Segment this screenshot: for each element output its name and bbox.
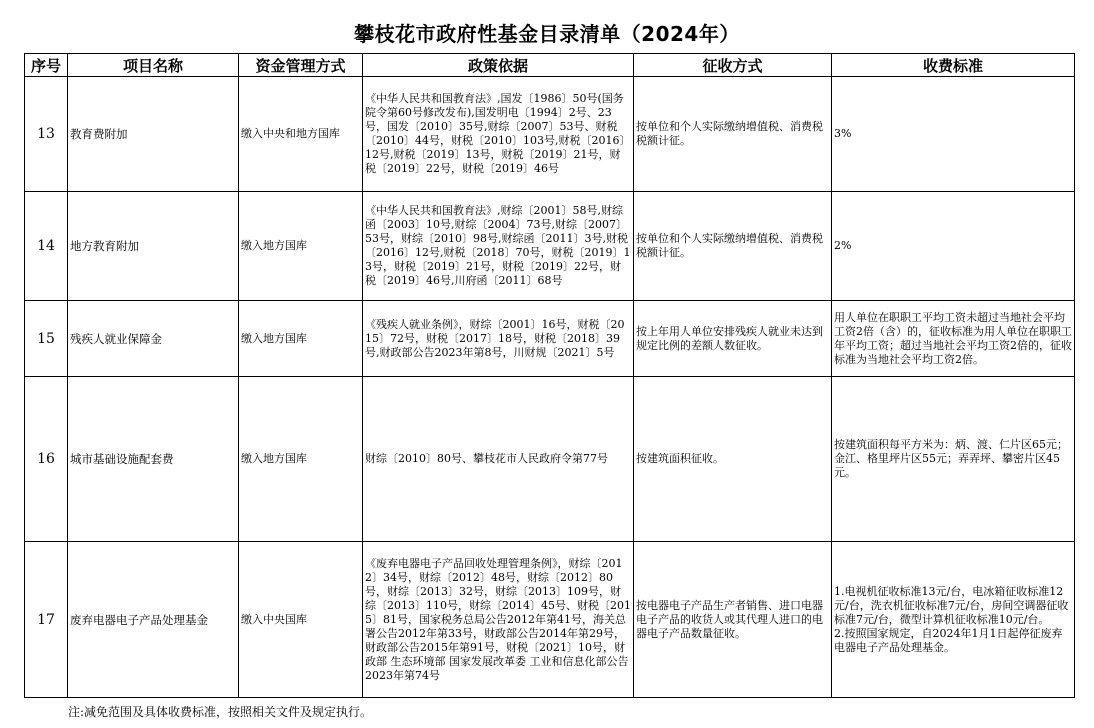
row-standard: 2% <box>832 192 1075 301</box>
row-project-name: 地方教育附加 <box>68 192 239 301</box>
header-policy: 政策依据 <box>363 54 634 77</box>
table-row <box>25 301 1075 377</box>
row-standard: 按建筑面积每平方米为：炳、渡、仁片区65元；金江、格里坪片区55元；弄弄坪、攀密片区45元。 <box>832 377 1075 542</box>
row-policy: 《中华人民共和国教育法》,国发〔1986〕50号(国务院令第60号修改发布),国发明电〔1994〕2号、23号，国发〔2010〕35号,财综〔2007〕53号、财税〔2010〕44号，财税〔2010〕103号,财税〔2016〕12号,财税〔2019〕13号，财税〔2019〕21号，财税〔2019〕22号，财税〔2019〕46号 <box>363 77 634 192</box>
table-row <box>25 192 1075 301</box>
row-policy: 财综〔2010〕80号、攀枝花市人民政府令第77号 <box>363 377 634 542</box>
row-method: 按建筑面积征收。 <box>634 377 832 542</box>
row-project-name: 城市基础设施配套费 <box>68 377 239 542</box>
table-row <box>25 542 1075 698</box>
row-management: 缴入地方国库 <box>239 301 363 377</box>
row-seq: 16 <box>25 377 68 542</box>
row-seq: 14 <box>25 192 68 301</box>
row-method: 按单位和个人实际缴纳增值税、消费税税额计征。 <box>634 77 832 192</box>
row-project-name: 教育费附加 <box>68 77 239 192</box>
row-method: 按单位和个人实际缴纳增值税、消费税税额计征。 <box>634 192 832 301</box>
row-policy: 《中华人民共和国教育法》,财综〔2001〕58号,财综函〔2003〕10号,财综〔2004〕73号,财综〔2007〕53号，财综〔2010〕98号,财综函〔2011〕3号,财税〔2016〕12号,财税〔2018〕70号，财税〔2019〕13号，财税〔2019〕21号，财税〔2019〕22号，财税〔2019〕46号,川府函〔2011〕68号 <box>363 192 634 301</box>
header-method: 征收方式 <box>634 54 832 77</box>
standard-line: 2.按照国家规定，自2024年1月1日起停征废弃电器电子产品处理基金。 <box>834 626 1063 654</box>
row-project-name: 废弃电器电子产品处理基金 <box>68 542 239 698</box>
row-seq: 17 <box>25 542 68 698</box>
row-standard: 3% <box>832 77 1075 192</box>
row-policy: 《残疾人就业条例》，财综〔2001〕16号，财税〔2015〕72号，财税〔2017〕18号，财税〔2018〕39号,财政部公告2023年第8号，川财规〔2021〕5号 <box>363 301 634 377</box>
row-project-name: 残疾人就业保障金 <box>68 301 239 377</box>
row-management: 缴入中央国库 <box>239 542 363 698</box>
row-seq: 15 <box>25 301 68 377</box>
page-title: 攀枝花市政府性基金目录清单（2024年） <box>354 22 740 46</box>
table-row <box>25 77 1075 192</box>
header-seq: 序号 <box>25 54 68 77</box>
table-header-row <box>25 54 1075 77</box>
row-standard: 用人单位在职职工平均工资未超过当地社会平均工资2倍（含）的，征收标准为用人单位在职职工年平均工资；超过当地社会平均工资2倍的，征收标准为当地社会平均工资2倍。 <box>832 301 1075 377</box>
row-management: 缴入中央和地方国库 <box>239 77 363 192</box>
row-management: 缴入地方国库 <box>239 377 363 542</box>
row-method: 按电器电子产品生产者销售、进口电器电子产品的收货人或其代理人进口的电器电子产品数量征收。 <box>634 542 832 698</box>
footnote: 注:减免范围及具体收费标准，按照相关文件及规定执行。 <box>68 705 373 719</box>
table-row <box>25 377 1075 542</box>
row-standard <box>832 542 1075 698</box>
fund-catalog-table <box>24 53 1075 698</box>
standard-line: 1.电视机征收标准13元/台，电冰箱征收标准12元/台，洗衣机征收标准7元/台，房间空调器征收标准7元/台，微型计算机征收标准10元/台。 <box>834 584 1069 626</box>
row-policy: 《废弃电器电子产品回收处理管理条例》，财综〔2012〕34号，财综〔2012〕48号，财综〔2012〕80号，财综〔2013〕32号，财综〔2013〕109号，财综〔2013〕110号，财综〔2014〕45号、财税〔2015〕81号，国家税务总局公告2012年第41号，海关总署公告2012年第33号，财政部公告2014年第29号，财政部公告2015年第91号，财税〔2021〕10号，财政部 生态环境部 国家发展改革委 工业和信息化部公告2023年第74号 <box>363 542 634 698</box>
row-management: 缴入地方国库 <box>239 192 363 301</box>
row-method: 按上年用人单位安排残疾人就业未达到规定比例的差额人数征收。 <box>634 301 832 377</box>
header-standard: 收费标准 <box>832 54 1075 77</box>
header-project-name: 项目名称 <box>68 54 239 77</box>
row-seq: 13 <box>25 77 68 192</box>
header-management: 资金管理方式 <box>239 54 363 77</box>
